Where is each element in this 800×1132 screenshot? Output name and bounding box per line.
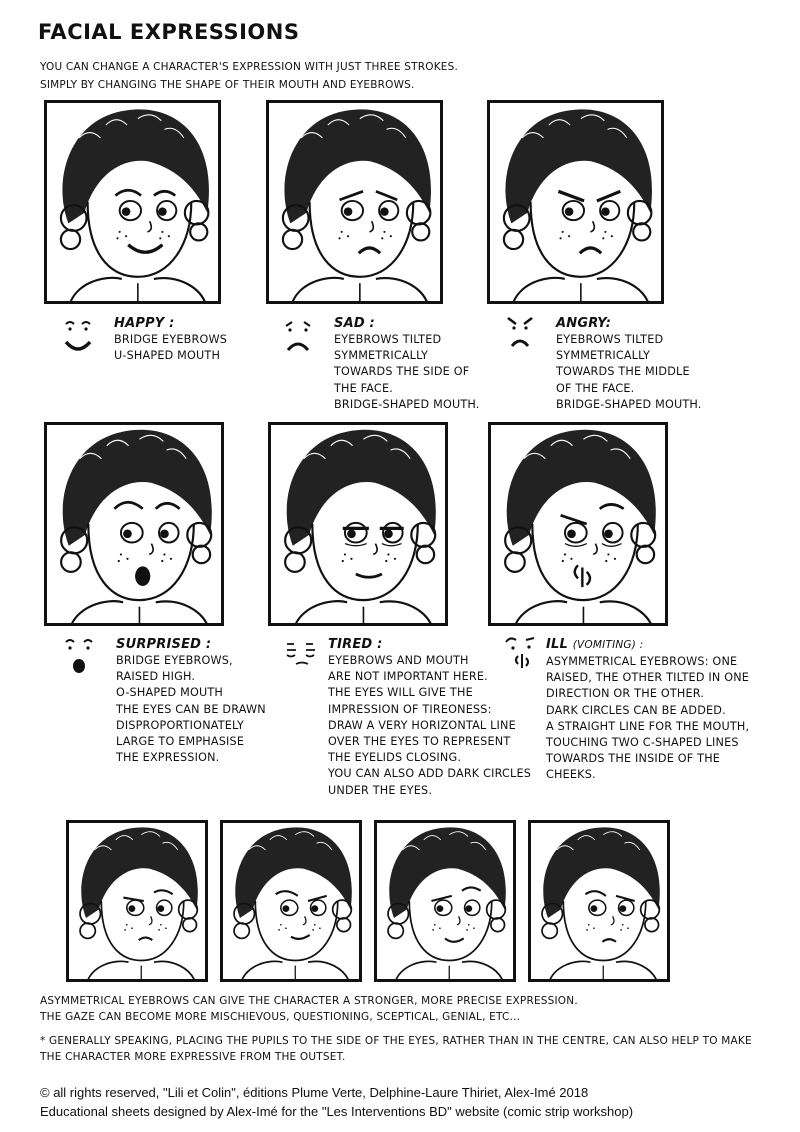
caption-sad xyxy=(334,315,480,413)
copyright-line: © all rights reserved, "Lili et Colin", éditions Plume Verte, Delphine-Laure Thiriet, Alex-Imé 2018 xyxy=(40,1085,589,1100)
panel-asymmetric-2 xyxy=(220,820,362,982)
tired-emoticon-icon xyxy=(284,638,320,668)
caption-line: UNDER THE EYES. xyxy=(328,783,433,797)
caption-line: RAISED HIGH. xyxy=(116,670,196,684)
asymmetric-face-illustration-3 xyxy=(377,823,513,979)
caption-tired-title: TIRED : xyxy=(328,637,383,652)
asymmetric-face-illustration-1 xyxy=(69,823,205,979)
caption-line: BRIDGE EYEBROWS xyxy=(114,333,228,346)
caption-ill-title-text: ILL xyxy=(546,637,569,652)
bottom-text-2: THE GAZE CAN BECOME MORE MISCHIEVOUS, QUESTIONING, SCEPTICAL, GENIAL, ETC... xyxy=(40,1011,521,1023)
panel-asymmetric-3 xyxy=(374,820,516,982)
caption-line: OVER THE EYES TO REPRESENT xyxy=(328,735,511,749)
angry-emoticon-icon xyxy=(500,312,540,352)
caption-line: TOWARDS THE MIDDLE xyxy=(556,365,690,379)
caption-line: CHEEKS. xyxy=(546,768,596,782)
caption-sad-title: SAD : xyxy=(334,316,375,331)
ill-face-illustration xyxy=(491,425,665,623)
angry-face-illustration xyxy=(490,103,661,301)
caption-line: EYEBROWS AND MOUTH xyxy=(328,654,469,667)
sad-emoticon-icon xyxy=(278,316,318,356)
caption-line: DIRECTION OR THE OTHER. xyxy=(546,687,705,701)
caption-tired xyxy=(328,636,531,799)
caption-line: LARGE TO EMPHASISE xyxy=(116,735,245,749)
caption-line: DRAW A VERY HORIZONTAL LINE xyxy=(328,718,516,732)
caption-line: OF THE FACE. xyxy=(556,381,635,395)
caption-happy xyxy=(114,315,227,364)
panel-sad xyxy=(266,100,443,304)
caption-line: A STRAIGHT LINE FOR THE MOUTH, xyxy=(546,719,750,733)
caption-angry-title: ANGRY: xyxy=(556,316,612,331)
caption-line: U-SHAPED MOUTH xyxy=(114,349,221,363)
caption-line: TOWARDS THE SIDE OF xyxy=(334,365,470,379)
happy-emoticon-icon xyxy=(58,316,98,356)
caption-line: THE EYES WILL GIVE THE xyxy=(328,686,473,700)
caption-line: THE EYES CAN BE DRAWN xyxy=(116,702,266,716)
caption-ill xyxy=(546,636,749,784)
asymmetric-face-illustration-4 xyxy=(531,823,667,979)
caption-line: ARE NOT IMPORTANT HERE. xyxy=(328,670,488,684)
caption-line: DARK CIRCLES CAN BE ADDED. xyxy=(546,703,726,717)
caption-line: IMPRESSION OF TIREONESS: xyxy=(328,702,492,716)
caption-line: BRIDGE EYEBROWS, xyxy=(116,654,233,667)
sad-face-illustration xyxy=(269,103,440,301)
panel-asymmetric-4 xyxy=(528,820,670,982)
credits-line: Educational sheets designed by Alex-Imé for the "Les Interventions BD" website (comic strip workshop) xyxy=(40,1104,634,1119)
caption-line: ASYMMETRICAL EYEBROWS: ONE xyxy=(546,655,738,668)
caption-surprised-title: SURPRISED : xyxy=(116,637,212,652)
caption-line: TOUCHING TWO C-SHAPED LINES xyxy=(546,736,739,750)
caption-line: EYEBROWS TILTED xyxy=(556,333,664,346)
footnote-line-2: THE CHARACTER MORE EXPRESSIVE FROM THE OUTSET. xyxy=(40,1051,346,1063)
caption-happy-title: HAPPY : xyxy=(114,316,175,331)
asymmetric-face-illustration-2 xyxy=(223,823,359,979)
page-title: FACIAL EXPRESSIONS xyxy=(38,20,300,44)
caption-line: EYEBROWS TILTED xyxy=(334,333,442,346)
surprised-face-illustration xyxy=(47,425,221,623)
intro-line-2: SIMPLY BY CHANGING THE SHAPE OF THEIR MOUTH AND EYEBROWS. xyxy=(40,79,415,91)
bottom-text-1: ASYMMETRICAL EYEBROWS CAN GIVE THE CHARACTER A STRONGER, MORE PRECISE EXPRESSION. xyxy=(40,995,578,1007)
caption-line: DISPROPORTIONATELY xyxy=(116,718,245,732)
panel-asymmetric-1 xyxy=(66,820,208,982)
caption-line: THE FACE. xyxy=(334,381,393,395)
panel-tired xyxy=(268,422,448,626)
caption-angry xyxy=(556,315,702,413)
caption-ill-title xyxy=(546,636,749,654)
caption-line: TOWARDS THE INSIDE OF THE xyxy=(546,752,721,766)
intro-line-1: YOU CAN CHANGE A CHARACTER'S EXPRESSION WITH JUST THREE STROKES. xyxy=(40,61,459,73)
footnote-line-1: * GENERALLY SPEAKING, PLACING THE PUPILS TO THE SIDE OF THE EYES, RATHER THAN IN THE CENTRE, CAN ALSO HELP TO MAKE xyxy=(40,1035,752,1047)
caption-surprised xyxy=(116,636,266,766)
caption-line: YOU CAN ALSO ADD DARK CIRCLES xyxy=(328,767,532,781)
panel-ill xyxy=(488,422,668,626)
caption-ill-subtitle: (VOMITING) : xyxy=(572,639,644,651)
caption-line: THE EXPRESSION. xyxy=(116,751,220,765)
tired-face-illustration xyxy=(271,425,445,623)
caption-line: RAISED, THE OTHER TILTED IN ONE xyxy=(546,671,750,685)
caption-line: SYMMETRICALLY xyxy=(556,349,651,363)
caption-line: BRIDGE-SHAPED MOUTH. xyxy=(334,397,480,411)
panel-happy xyxy=(44,100,221,304)
caption-line: THE EYELIDS CLOSING. xyxy=(328,751,462,765)
surprised-emoticon-icon xyxy=(62,636,96,676)
caption-line: SYMMETRICALLY xyxy=(334,349,429,363)
caption-line: O-SHAPED MOUTH xyxy=(116,686,224,700)
panel-surprised xyxy=(44,422,224,626)
happy-face-illustration xyxy=(47,103,218,301)
caption-line: BRIDGE-SHAPED MOUTH. xyxy=(556,397,702,411)
panel-angry xyxy=(487,100,664,304)
